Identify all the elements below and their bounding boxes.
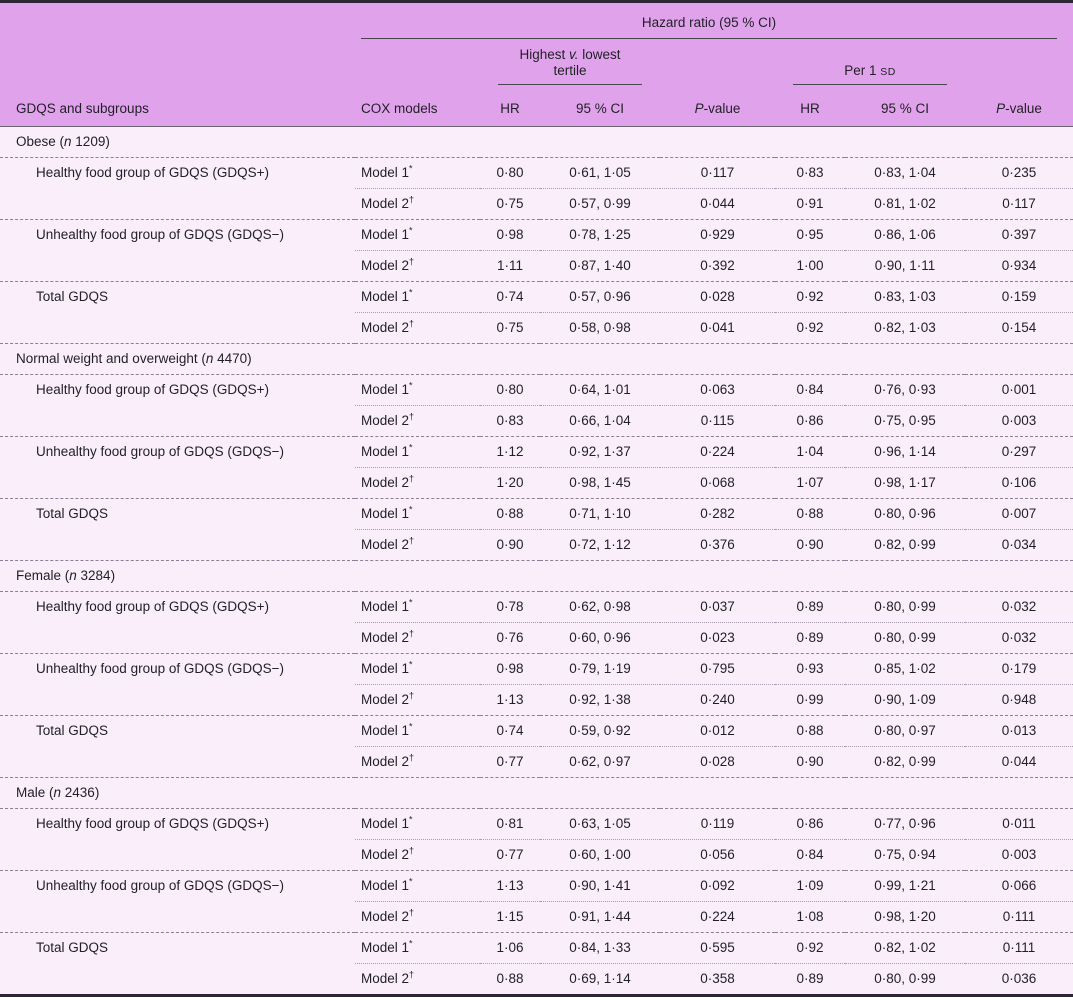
section-title-post: 1209) (71, 134, 110, 150)
hr-value: 0·86 (775, 809, 845, 840)
hr-value: 0·99 (775, 685, 845, 716)
model-footnote-marker: † (409, 194, 415, 205)
p-value: 0·106 (965, 468, 1073, 499)
hr-value: 1·09 (775, 871, 845, 902)
hr-value: 1·15 (480, 902, 540, 933)
header-row-hazard (0, 2, 1073, 40)
model-footnote-marker: † (409, 969, 415, 980)
ci-value: 0·98, 1·17 (845, 468, 965, 499)
p-value: 0·028 (660, 282, 775, 313)
model-footnote-marker: * (409, 814, 413, 825)
ci-value: 0·80, 0·99 (845, 623, 965, 654)
ci-value: 0·81, 1·02 (845, 189, 965, 220)
ci-value: 0·78, 1·25 (540, 220, 660, 251)
data-row (0, 158, 1073, 189)
model-label: Model 2 (361, 847, 410, 863)
p-value: 0·154 (965, 313, 1073, 344)
section-title-n-italic: n (64, 134, 72, 150)
p-value: 0·235 (965, 158, 1073, 189)
ci-value: 0·75, 0·94 (845, 840, 965, 871)
p-value: 0·037 (660, 592, 775, 623)
hr-value: 1·13 (480, 871, 540, 902)
p-value: 0·007 (965, 499, 1073, 530)
section-title (0, 561, 1073, 592)
tertile-post: lowest (578, 46, 621, 62)
model-footnote-marker: * (409, 659, 413, 670)
p-value: 0·119 (660, 809, 775, 840)
model-label: Model 1 (361, 599, 410, 615)
pvalue-rest: -value (703, 101, 741, 116)
section-title-row (0, 561, 1073, 592)
p-value: 0·282 (660, 499, 775, 530)
cox-model-cell (355, 623, 480, 654)
hr-value: 0·93 (775, 654, 845, 685)
cox-model-cell (355, 933, 480, 964)
ci-value: 0·66, 1·04 (540, 406, 660, 437)
header-row-spans (0, 39, 1073, 85)
ci-value: 0·85, 1·02 (845, 654, 965, 685)
data-row (0, 871, 1073, 902)
p-value: 0·948 (965, 685, 1073, 716)
model-footnote-marker: * (409, 504, 413, 515)
hr-value: 0·90 (480, 530, 540, 561)
p-value: 0·013 (965, 716, 1073, 747)
p-value: 0·934 (965, 251, 1073, 282)
ci-value: 0·92, 1·38 (540, 685, 660, 716)
hr-value: 1·00 (775, 251, 845, 282)
p-value: 0·068 (660, 468, 775, 499)
model-label: Model 1 (361, 661, 410, 677)
ci-value: 0·69, 1·14 (540, 964, 660, 996)
hr-value: 0·86 (775, 406, 845, 437)
ci-value: 0·80, 0·96 (845, 499, 965, 530)
ci-value: 0·82, 1·02 (845, 933, 965, 964)
cox-model-cell (355, 685, 480, 716)
hr-value: 1·04 (775, 437, 845, 468)
model-label: Model 1 (361, 444, 410, 460)
p-value: 0·117 (660, 158, 775, 189)
p-value: 0·032 (965, 592, 1073, 623)
model-label: Model 2 (361, 413, 410, 429)
hazard-ratio-span-header (355, 2, 1073, 40)
cox-model-cell (355, 220, 480, 251)
p-value: 0·595 (660, 933, 775, 964)
hazard-ratio-underline (361, 15, 1057, 39)
model-footnote-marker: * (409, 721, 413, 732)
data-row (0, 375, 1073, 406)
cox-model-cell (355, 716, 480, 747)
model-footnote-marker: † (409, 845, 415, 856)
ci-value: 0·86, 1·06 (845, 220, 965, 251)
p-value: 0·397 (965, 220, 1073, 251)
hr-value: 0·80 (480, 375, 540, 406)
ci-value: 0·77, 0·96 (845, 809, 965, 840)
cox-model-cell (355, 251, 480, 282)
cox-model-cell (355, 871, 480, 902)
section-title-post: 2436) (61, 785, 100, 801)
model-label: Model 2 (361, 692, 410, 708)
model-footnote-marker: * (409, 163, 413, 174)
ci-value: 0·61, 1·05 (540, 158, 660, 189)
ci-value: 0·75, 0·95 (845, 406, 965, 437)
section-title (0, 344, 1073, 375)
model-label: Model 2 (361, 537, 410, 553)
hr-value: 0·92 (775, 282, 845, 313)
group-label: Total GDQS (0, 933, 355, 996)
model-label: Model 2 (361, 258, 410, 274)
ci-value: 0·71, 1·10 (540, 499, 660, 530)
col-header-cox-models: COX models (355, 85, 480, 127)
ci-value: 0·76, 0·93 (845, 375, 965, 406)
section-title (0, 127, 1073, 158)
data-row (0, 499, 1073, 530)
hr-value: 0·88 (775, 499, 845, 530)
tertile-span-header (480, 39, 660, 85)
p-value: 0·034 (965, 530, 1073, 561)
hr-value: 0·95 (775, 220, 845, 251)
tertile-underline (498, 47, 642, 85)
model-footnote-marker: † (409, 535, 415, 546)
ci-value: 0·98, 1·45 (540, 468, 660, 499)
data-row (0, 809, 1073, 840)
hr-value: 0·98 (480, 654, 540, 685)
ci-value: 0·90, 1·11 (845, 251, 965, 282)
p-value: 0·023 (660, 623, 775, 654)
p-value: 0·036 (965, 964, 1073, 996)
per-sd-pre: Per 1 (844, 63, 881, 78)
pvalue-italic-p: P (694, 101, 704, 116)
model-label: Model 2 (361, 971, 410, 987)
cox-model-cell (355, 158, 480, 189)
model-footnote-marker: † (409, 473, 415, 484)
ci-value: 0·87, 1·40 (540, 251, 660, 282)
ci-value: 0·83, 1·03 (845, 282, 965, 313)
group-label: Unhealthy food group of GDQS (GDQS−) (0, 654, 355, 716)
model-footnote-marker: † (409, 628, 415, 639)
ci-value: 0·62, 0·97 (540, 747, 660, 778)
p-value: 0·929 (660, 220, 775, 251)
model-label: Model 1 (361, 165, 410, 181)
hr-value: 0·75 (480, 313, 540, 344)
ci-value: 0·82, 0·99 (845, 747, 965, 778)
hr-value: 0·84 (775, 840, 845, 871)
group-label: Unhealthy food group of GDQS (GDQS−) (0, 437, 355, 499)
model-footnote-marker: † (409, 907, 415, 918)
model-label: Model 1 (361, 878, 410, 894)
p-value: 0·056 (660, 840, 775, 871)
hr-value: 0·88 (775, 716, 845, 747)
ci-value: 0·99, 1·21 (845, 871, 965, 902)
group-label: Unhealthy food group of GDQS (GDQS−) (0, 220, 355, 282)
cox-model-cell (355, 282, 480, 313)
section-title-pre: Male ( (16, 785, 54, 801)
section-title-pre: Obese ( (16, 134, 65, 150)
data-row (0, 716, 1073, 747)
p-value: 0·376 (660, 530, 775, 561)
cox-model-cell (355, 840, 480, 871)
per-sd-smallcaps: SD (880, 66, 896, 78)
cox-model-cell (355, 592, 480, 623)
hr-value: 1·07 (775, 468, 845, 499)
tertile-versus: v. (569, 46, 579, 62)
tertile-label-line2: tertile (553, 63, 587, 78)
model-footnote-marker: * (409, 442, 413, 453)
cox-model-cell (355, 902, 480, 933)
p-value: 0·224 (660, 437, 775, 468)
ci-value: 0·90, 1·09 (845, 685, 965, 716)
group-label: Unhealthy food group of GDQS (GDQS−) (0, 871, 355, 933)
model-label: Model 1 (361, 940, 410, 956)
p-value: 0·044 (965, 747, 1073, 778)
model-footnote-marker: † (409, 690, 415, 701)
ci-value: 0·63, 1·05 (540, 809, 660, 840)
group-label: Total GDQS (0, 499, 355, 561)
p-value: 0·115 (660, 406, 775, 437)
model-label: Model 2 (361, 754, 410, 770)
hr-value: 0·89 (775, 592, 845, 623)
hr-value: 0·88 (480, 499, 540, 530)
data-row (0, 282, 1073, 313)
data-row (0, 220, 1073, 251)
header-row-columns (0, 85, 1073, 127)
data-row (0, 592, 1073, 623)
p-value: 0·028 (660, 747, 775, 778)
ci-value: 0·60, 1·00 (540, 840, 660, 871)
ci-value: 0·60, 0·96 (540, 623, 660, 654)
ci-value: 0·62, 0·98 (540, 592, 660, 623)
col-header-hr-tertile: HR (480, 85, 540, 127)
p-value: 0·392 (660, 251, 775, 282)
hr-value: 0·77 (480, 840, 540, 871)
section-title-row (0, 344, 1073, 375)
data-row (0, 654, 1073, 685)
section-title-post: 4470) (213, 351, 252, 367)
per-sd-span-header (775, 39, 965, 85)
ci-value: 0·82, 0·99 (845, 530, 965, 561)
group-label: Healthy food group of GDQS (GDQS+) (0, 809, 355, 871)
section-title-n-italic: n (205, 351, 214, 367)
cox-model-cell (355, 375, 480, 406)
p-value: 0·063 (660, 375, 775, 406)
ci-value: 0·96, 1·14 (845, 437, 965, 468)
ci-value: 0·72, 1·12 (540, 530, 660, 561)
model-label: Model 1 (361, 227, 410, 243)
ci-value: 0·64, 1·01 (540, 375, 660, 406)
p-value: 0·001 (965, 375, 1073, 406)
table-header (0, 2, 1073, 127)
model-label: Model 2 (361, 196, 410, 212)
p-value: 0·297 (965, 437, 1073, 468)
hr-value: 0·91 (775, 189, 845, 220)
p-value: 0·066 (965, 871, 1073, 902)
cox-model-cell (355, 189, 480, 220)
model-footnote-marker: † (409, 752, 415, 763)
p-value: 0·179 (965, 654, 1073, 685)
col-header-pvalue-tertile (660, 85, 775, 127)
col-header-ci-tertile: 95 % CI (540, 85, 660, 127)
hr-value: 0·74 (480, 282, 540, 313)
p-value: 0·358 (660, 964, 775, 996)
ci-value: 0·92, 1·37 (540, 437, 660, 468)
section-title-row (0, 778, 1073, 809)
hr-value: 0·90 (775, 530, 845, 561)
ci-value: 0·58, 0·98 (540, 313, 660, 344)
hr-value: 0·77 (480, 747, 540, 778)
header-blank-cell (355, 39, 480, 85)
hr-value: 0·74 (480, 716, 540, 747)
hr-value: 1·13 (480, 685, 540, 716)
p-value: 0·032 (965, 623, 1073, 654)
tertile-label-line1 (498, 47, 642, 63)
cox-model-cell (355, 468, 480, 499)
model-label: Model 2 (361, 475, 410, 491)
hr-value: 0·92 (775, 933, 845, 964)
section-title (0, 778, 1073, 809)
cox-model-cell (355, 313, 480, 344)
group-label: Total GDQS (0, 716, 355, 778)
hr-value: 0·76 (480, 623, 540, 654)
model-footnote-marker: * (409, 938, 413, 949)
header-blank-cell (660, 39, 775, 85)
ci-value: 0·80, 0·99 (845, 592, 965, 623)
cox-model-cell (355, 530, 480, 561)
group-label: Total GDQS (0, 282, 355, 344)
model-label: Model 2 (361, 630, 410, 646)
p-value: 0·041 (660, 313, 775, 344)
cox-model-cell (355, 437, 480, 468)
p-value: 0·012 (660, 716, 775, 747)
section-title-pre: Female ( (16, 568, 70, 584)
header-blank-cell (0, 2, 355, 40)
hr-value: 0·88 (480, 964, 540, 996)
ci-value: 0·91, 1·44 (540, 902, 660, 933)
header-blank-cell (0, 39, 355, 85)
model-footnote-marker: † (409, 256, 415, 267)
cox-model-cell (355, 654, 480, 685)
p-value: 0·111 (965, 933, 1073, 964)
hr-value: 0·80 (480, 158, 540, 189)
ci-value: 0·84, 1·33 (540, 933, 660, 964)
cox-model-cell (355, 964, 480, 996)
ci-value: 0·83, 1·04 (845, 158, 965, 189)
cox-model-cell (355, 809, 480, 840)
section-title-n-italic: n (69, 568, 77, 584)
ci-value: 0·57, 0·99 (540, 189, 660, 220)
hr-value: 1·06 (480, 933, 540, 964)
data-row (0, 933, 1073, 964)
col-header-pvalue-sd (965, 85, 1073, 127)
p-value: 0·117 (965, 189, 1073, 220)
pvalue-italic-p: P (996, 101, 1006, 116)
ci-value: 0·82, 1·03 (845, 313, 965, 344)
model-footnote-marker: * (409, 225, 413, 236)
model-label: Model 1 (361, 382, 410, 398)
hr-value: 1·11 (480, 251, 540, 282)
hr-value: 0·75 (480, 189, 540, 220)
ci-value: 0·80, 0·97 (845, 716, 965, 747)
hr-value: 1·20 (480, 468, 540, 499)
ci-value: 0·79, 1·19 (540, 654, 660, 685)
model-footnote-marker: † (409, 411, 415, 422)
hr-value: 0·84 (775, 375, 845, 406)
model-footnote-marker: * (409, 287, 413, 298)
p-value: 0·224 (660, 902, 775, 933)
tertile-pre: Highest (519, 46, 569, 62)
model-footnote-marker: * (409, 597, 413, 608)
hr-value: 0·98 (480, 220, 540, 251)
col-header-hr-sd: HR (775, 85, 845, 127)
model-footnote-marker: * (409, 876, 413, 887)
section-title-post: 3284) (76, 568, 116, 584)
hr-value: 0·83 (775, 158, 845, 189)
p-value: 0·011 (965, 809, 1073, 840)
model-footnote-marker: † (409, 318, 415, 329)
hr-value: 1·08 (775, 902, 845, 933)
group-label: Healthy food group of GDQS (GDQS+) (0, 375, 355, 437)
section-title-row (0, 127, 1073, 158)
model-label: Model 1 (361, 816, 410, 832)
cox-model-cell (355, 499, 480, 530)
ci-value: 0·90, 1·41 (540, 871, 660, 902)
hr-value: 0·81 (480, 809, 540, 840)
model-label: Model 2 (361, 320, 410, 336)
group-label: Healthy food group of GDQS (GDQS+) (0, 592, 355, 654)
p-value: 0·111 (965, 902, 1073, 933)
ci-value: 0·59, 0·92 (540, 716, 660, 747)
p-value: 0·003 (965, 840, 1073, 871)
section-title-n-italic: n (53, 785, 62, 801)
table-body (0, 127, 1073, 996)
hr-value: 0·89 (775, 964, 845, 996)
p-value: 0·240 (660, 685, 775, 716)
cox-model-cell (355, 406, 480, 437)
group-label: Healthy food group of GDQS (GDQS+) (0, 158, 355, 220)
p-value: 0·159 (965, 282, 1073, 313)
col-header-gdqs: GDQS and subgroups (0, 85, 355, 127)
p-value: 0·092 (660, 871, 775, 902)
model-label: Model 1 (361, 289, 410, 305)
hr-value: 0·92 (775, 313, 845, 344)
hr-value: 0·90 (775, 747, 845, 778)
ci-value: 0·57, 0·96 (540, 282, 660, 313)
hazard-ratio-label: Hazard ratio (95 % CI) (641, 15, 777, 30)
header-blank-cell (965, 39, 1073, 85)
p-value: 0·795 (660, 654, 775, 685)
model-label: Model 1 (361, 723, 410, 739)
per-sd-underline (793, 63, 947, 85)
cox-model-cell (355, 747, 480, 778)
pvalue-rest: -value (1005, 101, 1042, 116)
model-label: Model 2 (361, 909, 410, 925)
p-value: 0·003 (965, 406, 1073, 437)
ci-value: 0·98, 1·20 (845, 902, 965, 933)
col-header-ci-sd: 95 % CI (845, 85, 965, 127)
model-label: Model 1 (361, 506, 410, 522)
p-value: 0·044 (660, 189, 775, 220)
hr-value: 0·89 (775, 623, 845, 654)
hr-value: 0·83 (480, 406, 540, 437)
hr-value: 1·12 (480, 437, 540, 468)
ci-value: 0·80, 0·99 (845, 964, 965, 996)
hr-value: 0·78 (480, 592, 540, 623)
section-title-pre: Normal weight and overweight ( (16, 351, 206, 367)
data-row (0, 437, 1073, 468)
model-footnote-marker: * (409, 380, 413, 391)
